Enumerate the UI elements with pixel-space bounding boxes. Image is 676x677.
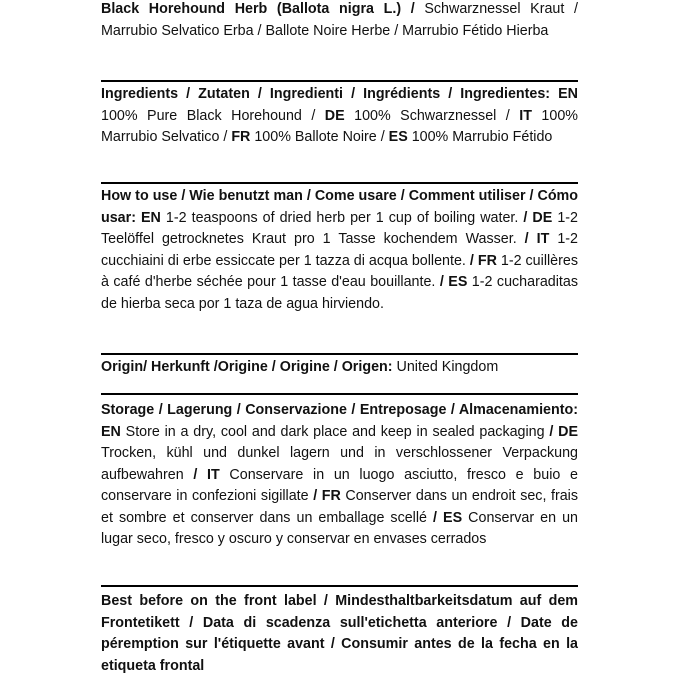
- how-to-use-section: [101, 186, 578, 315]
- lang-code-fr: / FR: [465, 252, 497, 269]
- how-to-use-en: 1-2 teaspoons of dried herb per 1 cup of boiling water.: [160, 209, 519, 226]
- storage-it: Conservare in un luogo asciutto, fresco e buio e conservare in confezioni sigillate: [101, 466, 578, 504]
- lang-code-en: EN: [101, 423, 121, 440]
- divider: [101, 393, 578, 395]
- lang-code-it: IT: [509, 107, 532, 124]
- divider: [101, 585, 578, 587]
- lang-code-es: / ES: [427, 509, 463, 526]
- lang-code-en: EN: [135, 209, 161, 226]
- ingredients-it: 100% Marrubio Selvatico /: [101, 107, 578, 145]
- best-before-text: Best before on the front label / Mindesthaltbarkeitsdatum auf dem Frontetikett / Data di scadenza sull'etichetta anteriore / Date de péremption sur l'étiquette avant / Consumir antes de la fecha en la etiqueta frontal: [101, 593, 578, 674]
- lang-code-de: / DE: [518, 209, 553, 226]
- product-name-primary: Black Horehound Herb (Ballota nigra L.) /: [101, 1, 415, 17]
- lang-code-de: / DE: [544, 423, 578, 440]
- lang-code-de: DE: [315, 107, 345, 124]
- storage-en: Store in a dry, cool and dark place and keep in sealed packaging: [120, 423, 545, 440]
- divider: [101, 182, 578, 184]
- divider: [101, 353, 578, 355]
- ingredients-en: 100% Pure Black Horehound /: [101, 107, 316, 124]
- product-name-section: [101, 0, 578, 42]
- storage-fr: Conserver dans un endroit sec, frais et sombre et conserver dans un emballage scellé: [101, 488, 578, 526]
- storage-de: Trocken, kühl und dunkel lagern und in verschlossener Verpackung aufbewahren: [101, 445, 578, 483]
- storage-heading: Storage / Lagerung / Conservazione / Entreposage / Almacenamiento:: [101, 402, 578, 418]
- origin-heading: Origin/ Herkunft /Origine / Origine / Origen:: [101, 359, 393, 375]
- lang-code-fr: FR: [227, 129, 251, 145]
- lang-code-es: ES: [384, 129, 408, 145]
- how-to-use-fr: 1-2 cuillères à café d'herbe séchée pour 1 tasse d'eau bouillante.: [101, 252, 578, 290]
- lang-code-es: / ES: [435, 274, 468, 290]
- how-to-use-de: 1-2 Teelöffel getrocknetes Kraut pro 1 Tasse kochendem Wasser.: [101, 209, 579, 247]
- product-name-translations: Schwarznessel Kraut / Marrubio Selvatico Erba / Ballote Noire Herbe / Marrubio Fétido Hierba: [101, 1, 578, 39]
- lang-code-it: / IT: [516, 231, 550, 247]
- origin-section: [101, 357, 578, 379]
- ingredients-heading: Ingredients / Zutaten / Ingredienti / Ingrédients / Ingredientes:: [101, 86, 551, 102]
- ingredients-de: 100% Schwarznessel /: [344, 107, 510, 124]
- origin-value: United Kingdom: [392, 359, 499, 375]
- ingredients-es: 100% Marrubio Fétido: [407, 129, 553, 145]
- ingredients-fr: 100% Ballote Noire /: [250, 129, 385, 145]
- how-to-use-it: 1-2 cucchiaini di erbe essiccate per 1 tazza di acqua bollente.: [101, 231, 578, 269]
- storage-es: Conservar en un lugar seco, fresco y oscuro y conservar en envases cerrados: [101, 509, 578, 547]
- how-to-use-heading: How to use / Wie benutzt man / Come usare / Comment utiliser / Cómo usar:: [101, 188, 578, 226]
- ingredients-section: [101, 84, 578, 149]
- divider: [101, 80, 578, 82]
- lang-code-it: / IT: [183, 466, 220, 483]
- best-before-section: [101, 591, 578, 677]
- lang-code-fr: / FR: [308, 488, 341, 504]
- how-to-use-es: 1-2 cucharaditas de hierba seca por 1 taza de agua hirviendo.: [101, 274, 578, 312]
- lang-code-en: EN: [550, 86, 578, 102]
- storage-section: [101, 400, 578, 551]
